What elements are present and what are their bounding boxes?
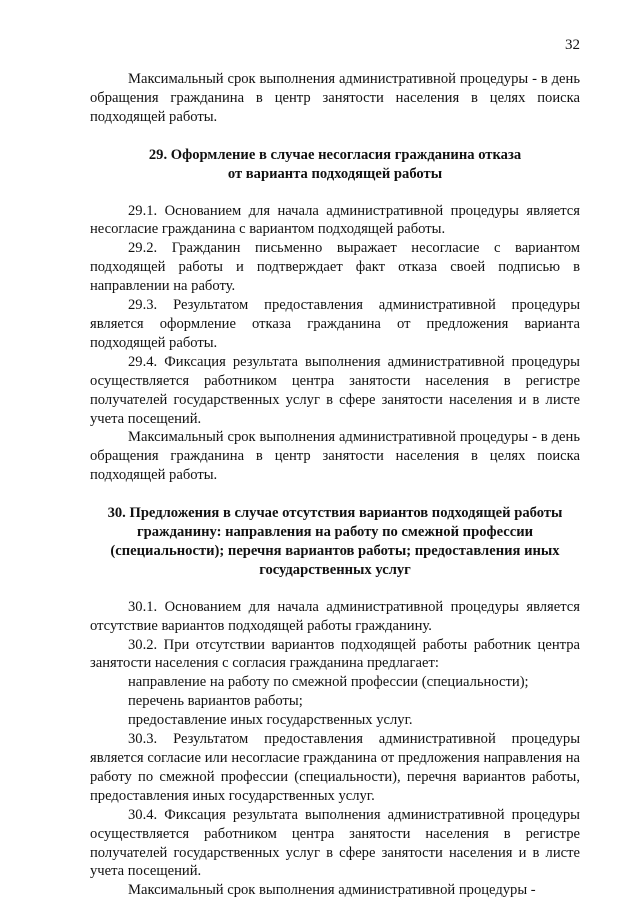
document-page (90, 0, 580, 904)
paragraph-max-time-top: Максимальный срок выполнения административной процедуры - в день обращения гражданина в центр занятости населения в целях поиска подходящей работы. (90, 71, 580, 125)
page-content (90, 70, 580, 900)
list-item-other-services: предоставление иных государственных услуг. (128, 712, 413, 729)
paragraph-29-max-time: Максимальный срок выполнения административной процедуры - в день обращения гражданина в центр занятости населения в целях поиска подходящей работы. (90, 429, 580, 484)
spacer (90, 184, 580, 202)
section-30-heading-line-4: государственных услуг (259, 561, 411, 578)
paragraph-29-3: 29.3. Результатом предоставления административной процедуры является оформление отказа гражданина от предложения варианта подходящей работы. (90, 297, 580, 351)
section-30-heading-line-1: 30. Предложения в случае отсутствия вариантов подходящей работы (107, 505, 563, 522)
spacer (90, 580, 580, 598)
paragraph-30-3: 30.3. Результатом предоставления административной процедуры является согласие или несогласие гражданина от предложения направления на работу по смежной профессии (специальности), перечня вариантов работы, предоставления иных государственных услуг. (90, 731, 580, 804)
list-item-work-options: перечень вариантов работы; (128, 693, 303, 710)
section-29-heading-line-1: 29. Оформление в случае несогласия гражданина отказа (148, 146, 522, 163)
paragraph-29-1: 29.1. Основанием для начала административной процедуры является несогласие гражданина с вариантом подходящей работы. (90, 202, 580, 238)
spacer (90, 127, 580, 146)
section-29-heading-line-2: от варианта подходящей работы (227, 165, 443, 182)
spacer (90, 485, 580, 504)
paragraph-30-1: 30.1. Основанием для начала административной процедуры является отсутствие вариантов подходящей работы гражданину. (90, 598, 580, 634)
paragraph-29-4: 29.4. Фиксация результата выполнения административной процедуры осуществляется работником центра занятости населения в регистре получателей государственных услуг в сфере занятости населения и в листе учета посещений. (90, 353, 580, 427)
page-number: 32 (565, 37, 580, 53)
section-30-heading-line-3: (специальности); перечня вариантов работы; предоставления иных (110, 542, 560, 559)
section-30-heading-line-2: гражданину: направления на работу по смежной профессии (136, 524, 534, 541)
paragraph-30-4: 30.4. Фиксация результата выполнения административной процедуры осуществляется работником центра занятости населения в регистре получателей государственных услуг в сфере занятости населения и в листе учета посещений. (90, 806, 580, 880)
paragraph-30-2: 30.2. При отсутствии вариантов подходящей работы работник центра занятости населения с согласия гражданина предлагает: (90, 636, 580, 672)
paragraph-30-max-time: Максимальный срок выполнения административной процедуры - (128, 882, 536, 899)
paragraph-29-2: 29.2. Гражданин письменно выражает несогласие с вариантом подходящей работы и подтверждает факт отказа своей подписью в направлении на работу. (90, 240, 580, 295)
list-item-related-profession: направление на работу по смежной профессии (специальности); (128, 674, 529, 691)
